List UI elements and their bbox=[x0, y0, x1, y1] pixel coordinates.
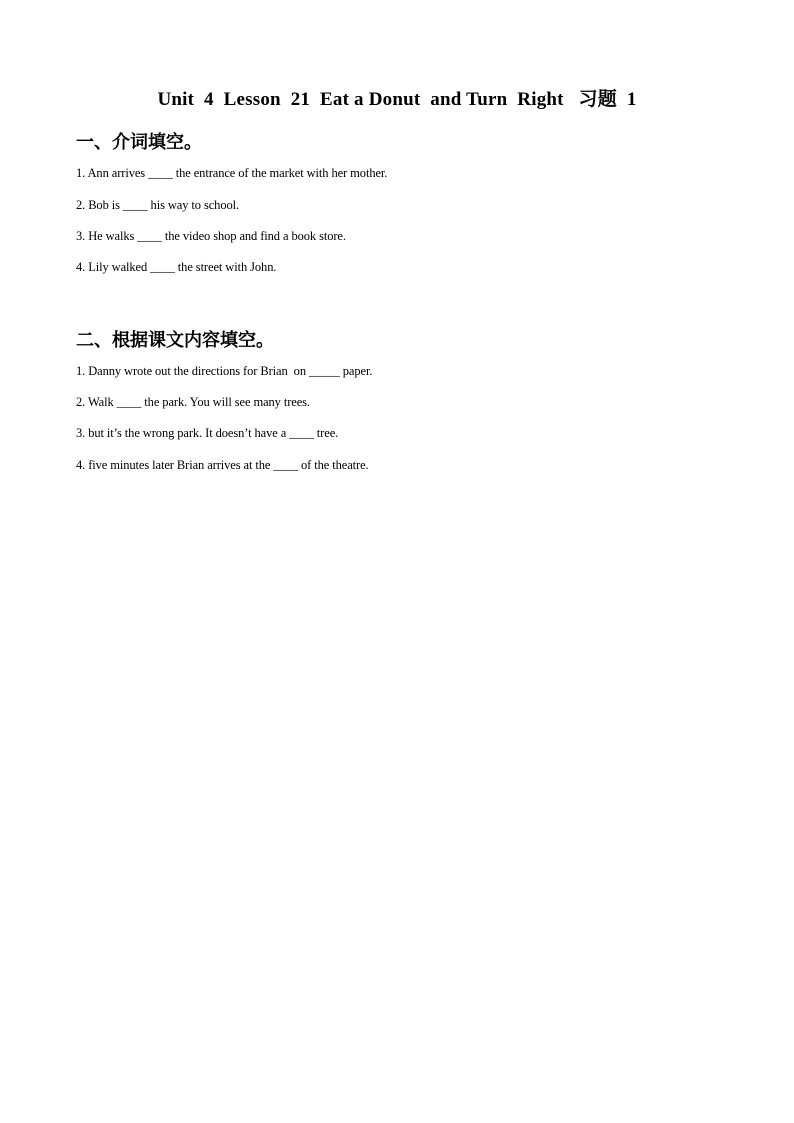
section1-question-4: 4. Lily walked ____ the street with John. bbox=[76, 260, 277, 274]
section1-question-3: 3. He walks ____ the video shop and find a book store. bbox=[76, 229, 346, 243]
section2-question-2: 2. Walk ____ the park. You will see many trees. bbox=[76, 395, 310, 409]
section1-heading: 一、介词填空。 bbox=[76, 132, 202, 152]
section1-question-2: 2. Bob is ____ his way to school. bbox=[76, 198, 240, 212]
section2-question-3: 3. but it’s the wrong park. It doesn’t have a ____ tree. bbox=[76, 426, 339, 440]
section2-question-4: 4. five minutes later Brian arrives at the ____ of the theatre. bbox=[76, 458, 369, 472]
section1-question-1: 1. Ann arrives ____ the entrance of the market with her mother. bbox=[76, 166, 388, 180]
document-title: Unit 4 Lesson 21 Eat a Donut and Turn Right 习题 1 bbox=[157, 89, 637, 110]
section2-heading: 二、根据课文内容填空。 bbox=[76, 330, 274, 350]
section2-question-1: 1. Danny wrote out the directions for Brian on _____ paper. bbox=[76, 364, 373, 378]
